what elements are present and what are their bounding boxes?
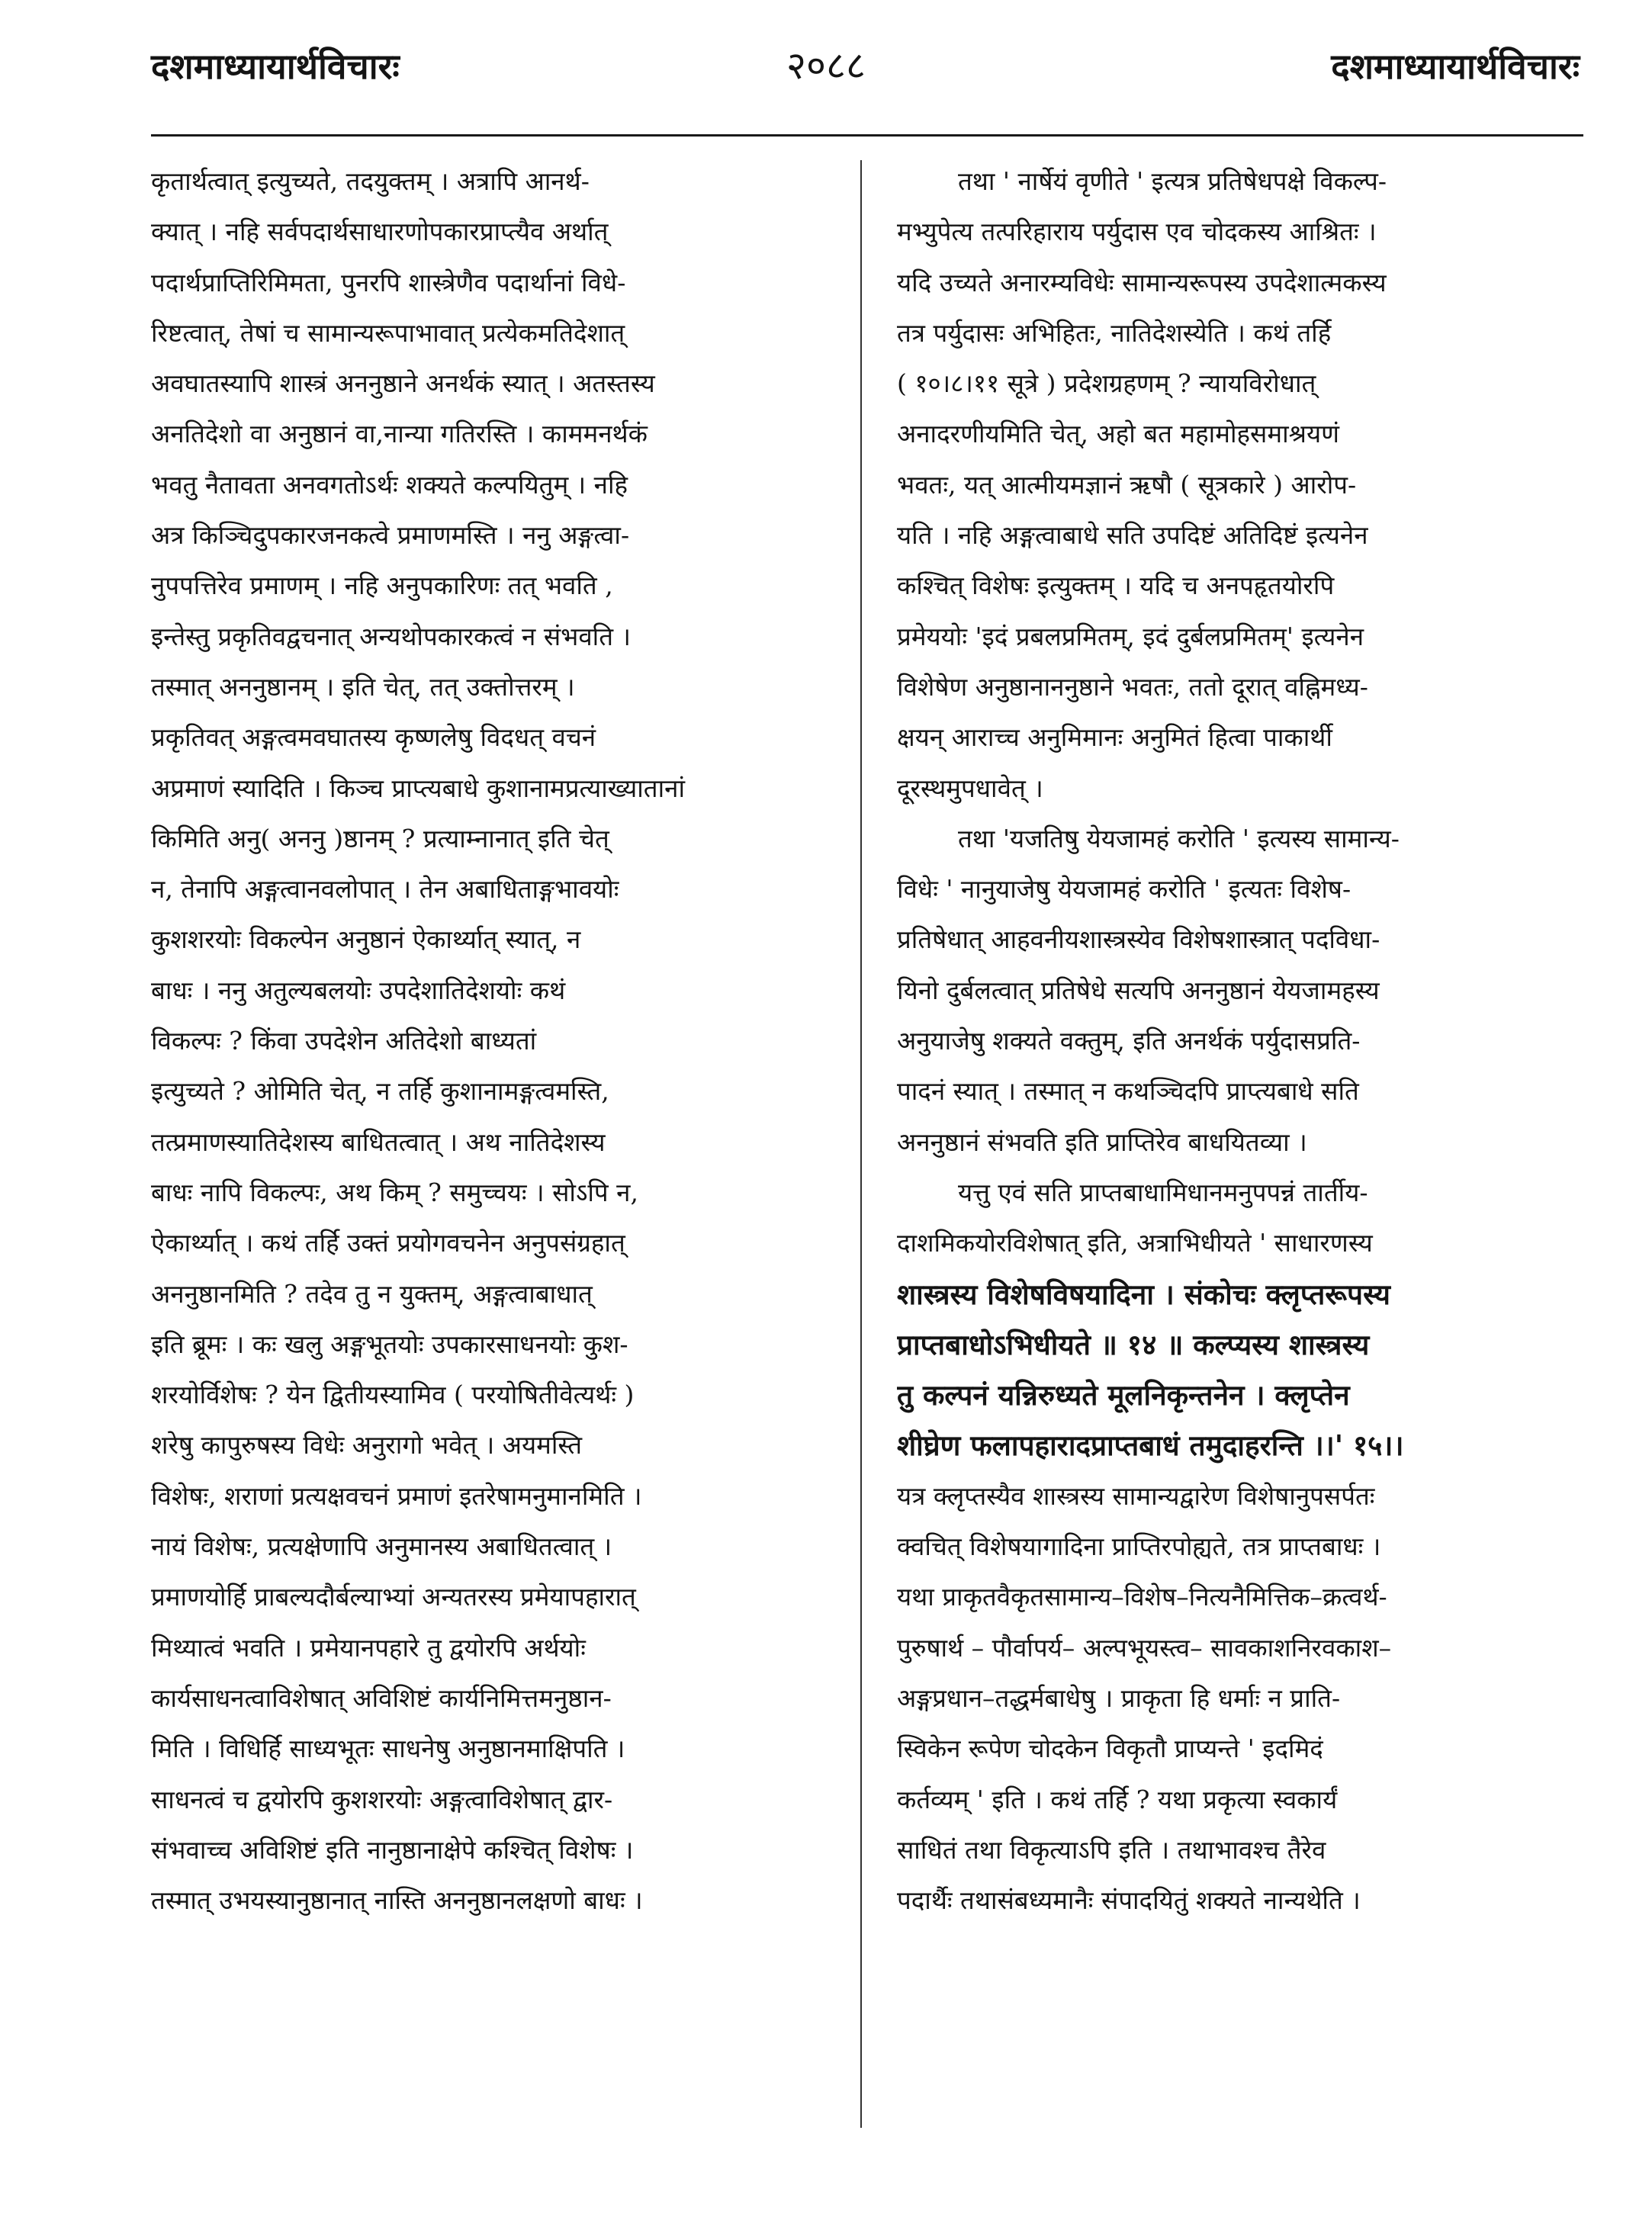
verse-line: तु कल्पनं यन्निरुध्यते मूलनिकृन्तनेन । क्लृप्तेन [897, 1378, 1350, 1412]
text-line: भवतः, यत् आत्मीयमज्ञानं ऋषौ ( सूत्रकारे ) आरोप- [897, 469, 1357, 500]
text-line: प्रमेययोः 'इदं प्रबलप्रमितम्, इदं दुर्बलप्रमितम्' इत्यनेन [897, 621, 1364, 651]
text-line: ( १०।८।११ सूत्रे ) प्रदेशग्रहणम् ? न्यायविरोधात् [897, 368, 1316, 399]
text-line: कृतार्थत्वात् इत्युच्यते, तदयुक्तम् । अत्रापि आनर्थ- [151, 166, 590, 196]
text-line: दाशमिकयोरविशेषात् इति, अत्राभिधीयते ' साधारणस्य [897, 1228, 1373, 1258]
text-line: तत्प्रमाणस्यातिदेशस्य बाधितत्वात् । अथ नातिदेशस्य [151, 1126, 606, 1157]
text-line: बाधः । ननु अतुल्यबलयोः उपदेशातिदेशयोः कथं [151, 975, 566, 1005]
header-rule [151, 134, 1583, 137]
text-line: नायं विशेषः, प्रत्यक्षेणापि अनुमानस्य अबाधितत्वात् । [151, 1531, 612, 1562]
text-line: कर्तव्यम् ' इति । कथं तर्हि ? यथा प्रकृत्या स्वकार्यं [897, 1784, 1338, 1814]
text-line: इत्युच्यते ? ओमिति चेत्, न तर्हि कुशानामङ्गत्वमस्ति, [151, 1076, 609, 1107]
text-line: कुशशरयोः विकल्पेन अनुष्ठानं ऐकार्थ्यात् स्यात्, न [151, 924, 581, 955]
text-line: अननुष्ठानं संभवति इति प्राप्तिरेव बाधयितव्या । [897, 1126, 1307, 1157]
text-line: क्षयन् आराच्च अनुमिमानः अनुमितं हित्वा पाकार्थी [897, 722, 1332, 753]
text-line: अनादरणीयमिति चेत्, अहो बत महामोहसमाश्रयणं [897, 419, 1339, 449]
text-line: दूरस्थमुपधावेत् । [897, 773, 1043, 803]
text-line: विधेः ' नानुयाजेषु येयजामहं करोति ' इत्यतः विशेष- [897, 874, 1351, 905]
text-line: पादनं स्यात् । तस्मात् न कथञ्चिदपि प्राप्त्यबाधे सति [897, 1076, 1359, 1107]
text-line: भवतु नैतावता अनवगतोऽर्थः शक्यते कल्पयितुम् । नहि [151, 469, 628, 500]
text-line: तस्मात् अननुष्ठानम् । इति चेत्, तत् उक्तोत्तरम् । [151, 671, 575, 702]
text-line: अनतिदेशो वा अनुष्ठानं वा,नान्या गतिरस्ति । काममनर्थकं [151, 419, 648, 449]
text-line: क्यात् । नहि सर्वपदार्थसाधारणोपकारप्राप्त्यैव अर्थात् [151, 217, 609, 247]
text-line: यत्र क्लृप्तस्यैव शास्त्रस्य सामान्यद्वारेण विशेषानुपसर्पतः [897, 1480, 1375, 1511]
text-line: प्रतिषेधात् आहवनीयशास्त्रस्येव विशेषशास्त्रात् पदविधा- [897, 924, 1380, 955]
verse-line: शास्त्रस्य विशेषविषयादिना । संकोचः क्लृप्तरूपस्य [897, 1277, 1390, 1311]
right-column [897, 156, 1568, 1926]
text-line: इति ब्रूमः । कः खलु अङ्गभूतयोः उपकारसाधनयोः कुश- [151, 1329, 628, 1359]
text-line: अङ्गप्रधान–तद्धर्मबाधेषु । प्राकृता हि धर्माः न प्राति- [897, 1682, 1341, 1713]
text-line: तत्र पर्युदासः अभिहितः, नातिदेशस्येति । कथं तर्हि [897, 317, 1332, 348]
text-line: शरेषु कापुरुषस्य विधेः अनुरागो भवेत् । अयमस्ति [151, 1430, 583, 1460]
text-line: अवघातस्यापि शास्त्रं अननुष्ठाने अनर्थकं स्यात् । अतस्तस्य [151, 368, 655, 399]
text-line: यत्तु एवं सति प्राप्तबाधामिधानमनुपपन्नं तार्तीय- [958, 1177, 1368, 1207]
text-line: पुरुषार्थ – पौर्वापर्य– अल्पभूयस्त्व– सावकाशनिरवकाश– [897, 1632, 1392, 1663]
text-line: यथा प्राकृतवैकृतसामान्य–विशेष–नित्यनैमित्तिक–क्रत्वर्थ- [897, 1582, 1387, 1612]
text-line: साधितं तथा विकृत्याऽपि इति । तथाभावश्च तैरेव [897, 1834, 1326, 1865]
text-line: प्रकृतिवत् अङ्गत्वमवघातस्य कृष्णलेषु विदधत् वचनं [151, 722, 596, 753]
page-number: २०८८ [786, 43, 866, 88]
text-line: तथा 'यजतिषु येयजामहं करोति ' इत्यस्य सामान्य- [958, 823, 1400, 853]
text-line: तथा ' नार्षेयं वृणीते ' इत्यत्र प्रतिषेधपक्षे विकल्प- [958, 166, 1387, 196]
left-column [151, 156, 822, 1926]
text-line: स्विकेन रूपेण चोदकेन विकृतौ प्राप्यन्ते ' इदमिदं [897, 1734, 1323, 1764]
text-line: विशेषेण अनुष्ठानाननुष्ठाने भवतः, ततो दूरात् वह्निमध्य- [897, 671, 1368, 702]
text-line: मभ्युपेत्य तत्परिहाराय पर्युदास एव चोदकस्य आश्रितः । [897, 217, 1377, 247]
text-line: विकल्पः ? किंवा उपदेशेन अतिदेशो बाध्यतां [151, 1026, 537, 1056]
text-line: नुपपत्तिरेव प्रमाणम् । नहि अनुपकारिणः तत् भवति , [151, 570, 613, 601]
text-line: संभवाच्च अविशिष्टं इति नानुष्ठानाक्षेपे कश्चित् विशेषः । [151, 1834, 634, 1865]
verse-line: शीघ्रेण फलापहारादप्राप्तबाधं तमुदाहरन्ति ।।' १५।। [897, 1428, 1404, 1463]
text-line: मिथ्यात्वं भवति । प्रमेयानपहारे तु द्वयोरपि अर्थयोः [151, 1632, 586, 1663]
text-line: अनुयाजेषु शक्यते वक्तुम्, इति अनर्थकं पर्युदासप्रति- [897, 1026, 1361, 1056]
running-head-right: दशमाध्यायार्थविचारः [1331, 46, 1580, 87]
text-line: इन्तेस्तु प्रकृतिवद्वचनात् अन्यथोपकारकत्वं न संभवति । [151, 621, 632, 651]
column-divider [860, 160, 862, 2128]
text-line: यति । नहि अङ्गत्वाबाधे सति उपदिष्टं अतिदिष्टं इत्यनेन [897, 520, 1368, 551]
verse-line: प्राप्तबाधोऽभिधीयते ॥ १४ ॥ कल्प्यस्य शास्त्रस्य [897, 1327, 1370, 1361]
text-line: कार्यसाधनत्वाविशेषात् अविशिष्टं कार्यनिमित्तमनुष्ठान- [151, 1682, 612, 1713]
text-line: पदार्थैः तथासंबध्यमानैः संपादयितुं शक्यते नान्यथेति । [897, 1885, 1361, 1916]
text-line: विशेषः, शराणां प्रत्यक्षवचनं प्रमाणं इतरेषामनुमानमिति । [151, 1480, 642, 1511]
text-line: शरयोर्विशेषः ? येन द्वितीयस्यामिव ( परयोषितीवेत्यर्थः ) [151, 1380, 635, 1410]
text-line: ऐकार्थ्यात् । कथं तर्हि उक्तं प्रयोगवचनेन अनुपसंग्रहात् [151, 1228, 625, 1258]
text-line: साधनत्वं च द्वयोरपि कुशशरयोः अङ्गत्वाविशेषात् द्वार- [151, 1784, 613, 1814]
text-line: तस्मात् उभयस्यानुष्ठानात् नास्ति अननुष्ठानलक्षणो बाधः । [151, 1885, 643, 1916]
text-line: अननुष्ठानमिति ? तदेव तु न युक्तम्, अङ्गत्वाबाधात् [151, 1278, 593, 1309]
text-line: प्रमाणयोर्हि प्राबल्यदौर्बल्याभ्यां अन्यतरस्य प्रमेयापहारात् [151, 1582, 636, 1612]
text-line: यिनो दुर्बलत्वात् प्रतिषेधे सत्यपि अननुष्ठानं येयजामहस्य [897, 975, 1380, 1005]
text-line: न, तेनापि अङ्गत्वानवलोपात् । तेन अबाधिताङ्गभावयोः [151, 874, 619, 905]
running-head-left: दशमाध्यायार्थविचारः [151, 46, 400, 87]
text-line: कश्चित् विशेषः इत्युक्तम् । यदि च अनपहृतयोरपि [897, 570, 1335, 601]
text-line: बाधः नापि विकल्पः, अथ किम् ? समुच्चयः । सोऽपि न, [151, 1177, 638, 1207]
text-line: किमिति अनु( अननु )ष्ठानम् ? प्रत्याम्नानात् इति चेत् [151, 823, 609, 853]
text-line: मिति । विधिर्हि साध्यभूतः साधनेषु अनुष्ठानमाक्षिपति । [151, 1734, 625, 1764]
text-line: अप्रमाणं स्यादिति । किञ्च प्राप्त्यबाधे कुशानामप्रत्याख्यातानां [151, 773, 686, 803]
text-line: अत्र किञ्चिदुपकारजनकत्वे प्रमाणमस्ति । ननु अङ्गत्वा- [151, 520, 630, 551]
text-line: रिष्टत्वात्, तेषां च सामान्यरूपाभावात् प्रत्येकमतिदेशात् [151, 317, 625, 348]
text-line: पदार्थप्राप्तिरिमिमता, पुनरपि शास्त्रेणैव पदार्थानां विधे- [151, 267, 626, 297]
text-line: क्वचित् विशेषयागादिना प्राप्तिरपोह्यते, तत्र प्राप्तबाधः । [897, 1531, 1381, 1562]
text-line: यदि उच्यते अनारम्यविधेः सामान्यरूपस्य उपदेशात्मकस्य [897, 267, 1387, 297]
